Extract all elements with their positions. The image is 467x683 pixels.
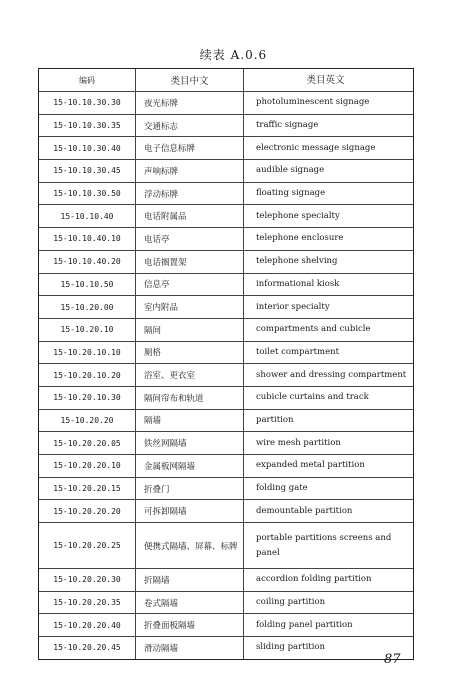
- row-english: demountable partition: [256, 505, 353, 516]
- row-code: 15-10.20.10.30: [39, 387, 136, 409]
- row-code: 15-10.10.30.50: [39, 183, 136, 205]
- row-english: folding panel partition: [256, 619, 353, 630]
- header-code: 编码: [39, 69, 136, 91]
- row-chinese: 滑动隔墙: [136, 637, 244, 659]
- row-chinese: 隔墙: [136, 410, 244, 432]
- row-english: informational kiosk: [256, 278, 340, 289]
- row-chinese: 浴室、更衣室: [136, 364, 244, 386]
- table-row: [39, 614, 413, 637]
- table-row: [39, 432, 413, 455]
- row-english: accordion folding partition: [256, 574, 372, 585]
- table-row: [39, 251, 413, 274]
- row-english: coiling partition: [256, 597, 326, 608]
- row-english: floating signage: [256, 188, 326, 199]
- row-chinese: 金属板网隔墙: [136, 455, 244, 477]
- table-body: [39, 92, 413, 659]
- table-row: [39, 319, 413, 342]
- table-row: [39, 92, 413, 115]
- row-chinese: 电话附属品: [136, 205, 244, 227]
- row-code: 15-10.20.10.20: [39, 364, 136, 386]
- row-chinese: 折叠门: [136, 478, 244, 500]
- row-chinese: 厕格: [136, 342, 244, 364]
- row-code: 15-10.20.20.15: [39, 478, 136, 500]
- row-chinese: 便携式隔墙、屏幕、标牌: [136, 523, 244, 568]
- row-english: toilet compartment: [256, 346, 340, 357]
- row-chinese: 信息亭: [136, 274, 244, 296]
- row-english: sliding partition: [256, 642, 326, 653]
- header-english: 类目英文: [306, 74, 345, 86]
- row-chinese: 室内附品: [136, 296, 244, 318]
- row-code: 15-10.20.10.10: [39, 342, 136, 364]
- row-chinese: 浮动标牌: [136, 183, 244, 205]
- row-english: compartments and cubicle: [256, 324, 371, 335]
- table-row: [39, 592, 413, 615]
- row-english: portable partitions screens and panel: [256, 532, 392, 558]
- table-row: [39, 455, 413, 478]
- row-chinese: 铁丝网隔墙: [136, 432, 244, 454]
- row-chinese: 折叠面板隔墙: [136, 614, 244, 636]
- row-chinese: 可拆卸隔墙: [136, 500, 244, 522]
- row-english: shower and dressing compartment: [256, 369, 407, 380]
- table-row: [39, 137, 413, 160]
- table-row: [39, 387, 413, 410]
- row-code: 15-10.20.00: [39, 296, 136, 318]
- row-code: 15-10.10.30.30: [39, 92, 136, 114]
- row-english: partition: [256, 414, 294, 425]
- table-row: [39, 364, 413, 387]
- row-code: 15-10.20.20.20: [39, 500, 136, 522]
- row-english: audible signage: [256, 165, 325, 176]
- row-chinese: 交通标志: [136, 115, 244, 137]
- row-chinese: 折隔墙: [136, 569, 244, 591]
- row-chinese: 夜光标牌: [136, 92, 244, 114]
- row-chinese: 隔间: [136, 319, 244, 341]
- classification-table: [38, 68, 414, 660]
- row-english: wire mesh partition: [256, 437, 341, 448]
- header-chinese: 类目中文: [136, 69, 244, 91]
- page-number: 87: [384, 652, 401, 667]
- table-row: [39, 410, 413, 433]
- table-row: [39, 205, 413, 228]
- row-code: 15-10.10.30.40: [39, 137, 136, 159]
- table-row: [39, 115, 413, 138]
- row-chinese: 电话亭: [136, 228, 244, 250]
- row-code: 15-10.10.30.45: [39, 160, 136, 182]
- row-english: telephone enclosure: [256, 233, 344, 244]
- table-row: [39, 183, 413, 206]
- table-row: [39, 478, 413, 501]
- table-row: [39, 160, 413, 183]
- row-english: expanded metal partition: [256, 460, 365, 471]
- row-code: 15-10.20.20.25: [39, 523, 136, 568]
- row-code: 15-10.20.20.45: [39, 637, 136, 659]
- row-english: folding gate: [256, 483, 308, 494]
- row-chinese: 电子信息标牌: [136, 137, 244, 159]
- row-chinese: 卷式隔墙: [136, 592, 244, 614]
- row-code: 15-10.20.20: [39, 410, 136, 432]
- table-row: [39, 637, 413, 659]
- table-header-row: [39, 69, 413, 92]
- table-row: [39, 523, 413, 569]
- table-row: [39, 274, 413, 297]
- row-english: photoluminescent signage: [256, 97, 370, 108]
- row-english: cubicle curtains and track: [256, 392, 369, 403]
- row-code: 15-10.10.40.10: [39, 228, 136, 250]
- row-chinese: 隔间帘布和轨道: [136, 387, 244, 409]
- row-code: 15-10.10.40: [39, 205, 136, 227]
- row-chinese: 电话搁置架: [136, 251, 244, 273]
- row-code: 15-10.20.20.05: [39, 432, 136, 454]
- row-english: interior specialty: [256, 301, 330, 312]
- table-title: 续表 A.0.6: [199, 48, 268, 62]
- row-english: electronic message signage: [256, 142, 376, 153]
- row-code: 15-10.20.20.35: [39, 592, 136, 614]
- row-english: traffic signage: [256, 120, 319, 131]
- row-chinese: 声响标牌: [136, 160, 244, 182]
- row-code: 15-10.20.20.30: [39, 569, 136, 591]
- row-code: 15-10.20.10: [39, 319, 136, 341]
- table-row: [39, 228, 413, 251]
- row-code: 15-10.20.20.10: [39, 455, 136, 477]
- table-row: [39, 500, 413, 523]
- table-row: [39, 296, 413, 319]
- row-english: telephone shelving: [256, 256, 338, 267]
- table-row: [39, 569, 413, 592]
- table-row: [39, 342, 413, 365]
- row-code: 15-10.20.20.40: [39, 614, 136, 636]
- row-code: 15-10.10.40.20: [39, 251, 136, 273]
- row-code: 15-10.10.50: [39, 274, 136, 296]
- row-code: 15-10.10.30.35: [39, 115, 136, 137]
- row-english: telephone specialty: [256, 210, 340, 221]
